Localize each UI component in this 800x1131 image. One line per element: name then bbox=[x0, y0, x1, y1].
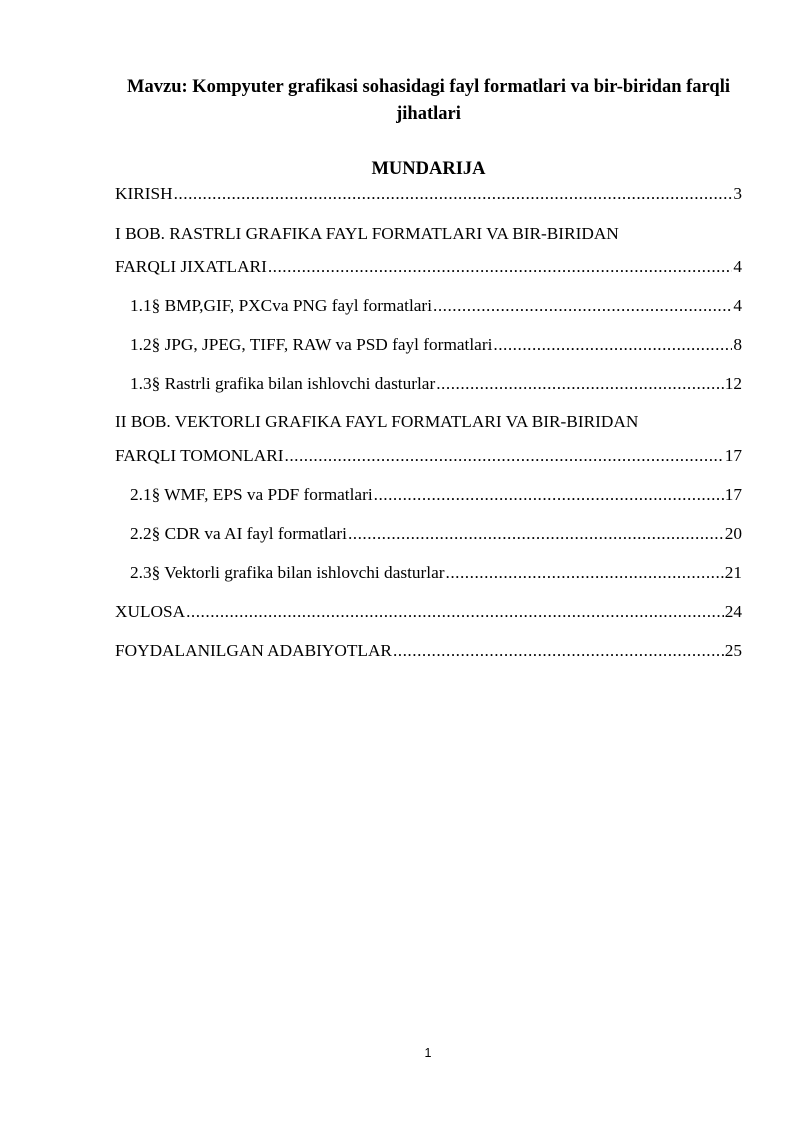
toc-entry-kirish[interactable] bbox=[115, 182, 742, 206]
toc-entry-section-2-3[interactable] bbox=[130, 561, 742, 585]
toc-entry-chapter-1[interactable] bbox=[115, 255, 742, 279]
toc-entry-section-1-3[interactable] bbox=[130, 372, 742, 396]
toc-entry-title: 2.3§ Vektorli grafika bilan ishlovchi dasturlar bbox=[130, 563, 445, 582]
page-number: 1 bbox=[424, 1046, 432, 1060]
toc-entry-title: 1.2§ JPG, JPEG, TIFF, RAW va PSD fayl formatlari bbox=[130, 335, 493, 354]
toc-dot-leader bbox=[493, 333, 732, 357]
toc-dot-leader bbox=[374, 483, 724, 507]
toc-entry-title: 1.1§ BMP,GIF, PXCva PNG fayl formatlari bbox=[130, 296, 432, 315]
toc-entry-section-2-1[interactable] bbox=[130, 483, 742, 507]
toc-entry-title: 1.3§ Rastrli grafika bilan ishlovchi dasturlar bbox=[130, 374, 436, 393]
toc-page-number: 8 bbox=[733, 335, 742, 354]
toc-dot-leader bbox=[393, 639, 724, 663]
toc-entry-title: II BOB. VEKTORLI GRAFIKA FAYL FORMATLARI VA BIR-BIRIDAN bbox=[115, 412, 639, 431]
toc-entry-title: I BOB. RASTRLI GRAFIKA FAYL FORMATLARI VA BIR-BIRIDAN bbox=[115, 224, 619, 243]
toc-entry-chapter-2[interactable] bbox=[115, 444, 742, 468]
toc-dot-leader bbox=[268, 255, 733, 279]
toc-dot-leader bbox=[436, 372, 723, 396]
toc-entry-title: FOYDALANILGAN ADABIYOTLAR bbox=[115, 641, 392, 660]
toc-entry-adabiyotlar[interactable] bbox=[115, 639, 742, 663]
toc-page-number: 20 bbox=[724, 524, 742, 543]
toc-page-number: 17 bbox=[724, 446, 742, 465]
toc-entry-section-2-2[interactable] bbox=[130, 522, 742, 546]
toc-dot-leader bbox=[446, 561, 724, 585]
toc-page-number: 25 bbox=[724, 641, 742, 660]
toc-page-number: 3 bbox=[733, 184, 742, 203]
toc-chapter-2-heading[interactable] bbox=[115, 410, 742, 434]
toc-dot-leader bbox=[186, 600, 724, 624]
document-title: Mavzu: Kompyuter grafikasi sohasidagi fayl formatlari va bir-biridan farqli jihatlari bbox=[127, 77, 730, 124]
toc-entry-title: KIRISH bbox=[115, 184, 173, 203]
toc-entry-title: 2.2§ CDR va AI fayl formatlari bbox=[130, 524, 347, 543]
toc-page-number: 4 bbox=[733, 296, 742, 315]
toc-page-number: 4 bbox=[733, 257, 742, 276]
toc-dot-leader bbox=[174, 182, 733, 206]
toc-page-number: 24 bbox=[724, 602, 742, 621]
toc-page-number: 17 bbox=[724, 485, 742, 504]
toc-entry-section-1-2[interactable] bbox=[130, 333, 742, 357]
toc-dot-leader bbox=[348, 522, 724, 546]
toc-entry-title: 2.1§ WMF, EPS va PDF formatlari bbox=[130, 485, 373, 504]
toc-entry-xulosa[interactable] bbox=[115, 600, 742, 624]
toc-chapter-1-heading[interactable] bbox=[115, 222, 742, 246]
toc-entry-section-1-1[interactable] bbox=[130, 294, 742, 318]
toc-page-number: 21 bbox=[724, 563, 742, 582]
toc-dot-leader bbox=[285, 444, 724, 468]
toc-entry-title: FARQLI TOMONLARI bbox=[115, 446, 284, 465]
contents-heading: MUNDARIJA bbox=[371, 159, 486, 179]
toc-entry-title: XULOSA bbox=[115, 602, 186, 621]
toc-dot-leader bbox=[433, 294, 732, 318]
toc-entry-title: FARQLI JIXATLARI bbox=[115, 257, 267, 276]
toc-page-number: 12 bbox=[724, 374, 742, 393]
